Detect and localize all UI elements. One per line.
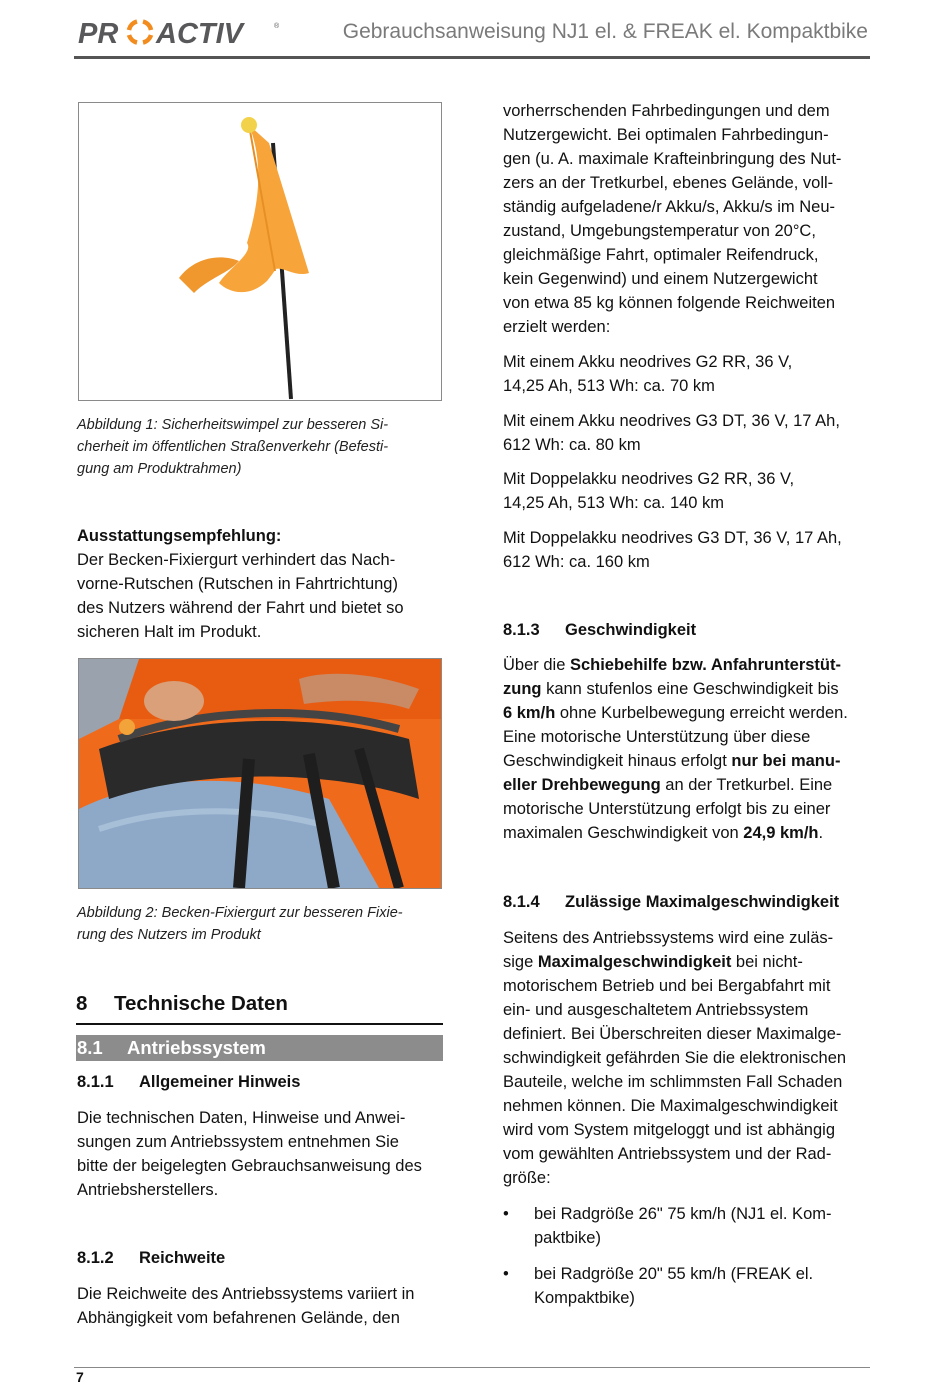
svg-text:PR: PR xyxy=(78,18,119,48)
section-811-number: 8.1.1 xyxy=(77,1073,114,1091)
bullet-marker: • xyxy=(503,1265,509,1283)
range-item-3: Mit Doppelakku neodrives G2 RR, 36 V, 14,25 Ah, 513 Wh: ca. 140 km xyxy=(503,470,795,512)
section-811-title: Allgemeiner Hinweis xyxy=(139,1073,301,1091)
page-number: 7 xyxy=(76,1369,84,1385)
range-item-2: Mit einem Akku neodrives G3 DT, 36 V, 17 Ah, 612 Wh: ca. 80 km xyxy=(503,412,840,454)
recommendation-title: Ausstattungsempfehlung: xyxy=(77,527,282,545)
section-811-heading xyxy=(77,1073,300,1092)
section-8-underline xyxy=(76,1023,443,1025)
header-title: Gebrauchsanweisung NJ1 el. & FREAK el. Kompaktbike xyxy=(342,20,868,43)
figure-pelvic-belt-image xyxy=(78,658,442,889)
section-812-heading xyxy=(77,1249,225,1268)
section-813-title: Geschwindigkeit xyxy=(565,621,697,639)
section-8-title: Technische Daten xyxy=(114,992,288,1015)
brand-logo xyxy=(78,16,283,48)
range-item-1: Mit einem Akku neodrives G2 RR, 36 V, 14,25 Ah, 513 Wh: ca. 70 km xyxy=(503,353,793,395)
section-8-heading xyxy=(76,992,443,1016)
figure1-caption: Abbildung 1: Sicherheitswimpel zur besseren Si- cherheit im öffentlichen Straßenverkehr (Befesti- gung am Produktrahmen) xyxy=(77,417,389,477)
bullet-item-2 xyxy=(503,1262,873,1310)
section-813-heading xyxy=(503,621,696,640)
max-speed-text: Seitens des Antriebssystems wird eine zuläs- sige Maximalgeschwindigkeit bei nicht- motorischem Betrieb und bei Bergabfahrt mit ein- und ausgeschaltetem Antriebssystem definiert. Bei Überschreiten dieser Maximalge- schwindigkeit gefährden Sie die elektronischen Bauteile, welche im schlimmsten Fall Schaden nehmen können. Die Maximalgeschwindigkeit wird vom System mitgeloggt und ist abhängig vom gewählten Antriebssystem und der Rad- größe: xyxy=(503,929,847,1187)
speed-text: Über die Schiebehilfe bzw. Anfahrunterstüt- zung kann stufenlos eine Geschwindigkeit bis 6 km/h ohne Kurbelbewegung erreicht werden. Eine motorische Unterstützung über diese Geschwindigkeit hinaus erfolgt nur bei manu- eller Drehbewegung an der Tretkurbel. Eine motorische Unterstützung erfolgt bis zu einer maximalen Geschwindigkeit von 24,9 km/h. xyxy=(503,656,848,842)
bullet-text-2: bei Radgröße 20" 55 km/h (FREAK el. Kompaktbike) xyxy=(534,1265,814,1307)
section-812-title: Reichweite xyxy=(139,1249,226,1267)
section-814-number: 8.1.4 xyxy=(503,893,540,911)
svg-text:®: ® xyxy=(274,23,280,30)
section-812-number: 8.1.2 xyxy=(77,1249,114,1267)
range-item-4: Mit Doppelakku neodrives G3 DT, 36 V, 17 Ah, 612 Wh: ca. 160 km xyxy=(503,529,842,571)
section-813-number: 8.1.3 xyxy=(503,621,540,639)
bullet-item-1 xyxy=(503,1202,873,1250)
section-81-bar xyxy=(76,1035,443,1061)
range-conditions-text: vorherrschenden Fahrbedingungen und dem Nutzergewicht. Bei optimalen Fahrbedingun- gen (u. A. maximale Krafteinbringung des Nut- zers an der Tretkurbel, ebenes Gelände, voll- ständig aufgeladene/r Akku/s, Akku/s im Neu- zustand, Umgebungstemperatur von 20°C, gleichmäßige Fahrt, optimaler Reifendruck, kein Gegenwind) und einem Nutzergewicht von etwa 85 kg können folgende Reichweiten erzielt werden: xyxy=(503,102,842,336)
section-812-text: Die Reichweite des Antriebssystems variiert in Abhängigkeit vom befahrenen Gelände, den xyxy=(77,1285,415,1327)
section-81-number: 8.1 xyxy=(77,1037,103,1058)
section-814-title: Zulässige Maximalgeschwindigkeit xyxy=(565,893,840,911)
section-811-text: Die technischen Daten, Hinweise und Anwei- sungen zum Antriebssystem entnehmen Sie bitte der beigelegten Gebrauchsanweisung des Antriebsherstellers. xyxy=(77,1109,422,1199)
figure2-caption: Abbildung 2: Becken-Fixiergurt zur besseren Fixie- rung des Nutzers im Produkt xyxy=(77,905,403,943)
footer-divider xyxy=(74,1367,870,1368)
section-814-heading xyxy=(503,893,839,912)
header-divider xyxy=(74,56,870,59)
recommendation-text: Der Becken-Fixiergurt verhindert das Nach- vorne-Rutschen (Rutschen in Fahrtrichtung) des Nutzers während der Fahrt und bietet so sicheren Halt im Produkt. xyxy=(77,551,404,641)
bullet-marker: • xyxy=(503,1205,509,1223)
svg-text:ACTIV: ACTIV xyxy=(156,18,243,48)
section-81-title: Antriebssystem xyxy=(127,1037,266,1058)
bullet-text-1: bei Radgröße 26" 75 km/h (NJ1 el. Kom- paktbike) xyxy=(534,1205,832,1247)
figure-safety-flag-image xyxy=(78,102,442,401)
section-8-number: 8 xyxy=(76,992,88,1015)
